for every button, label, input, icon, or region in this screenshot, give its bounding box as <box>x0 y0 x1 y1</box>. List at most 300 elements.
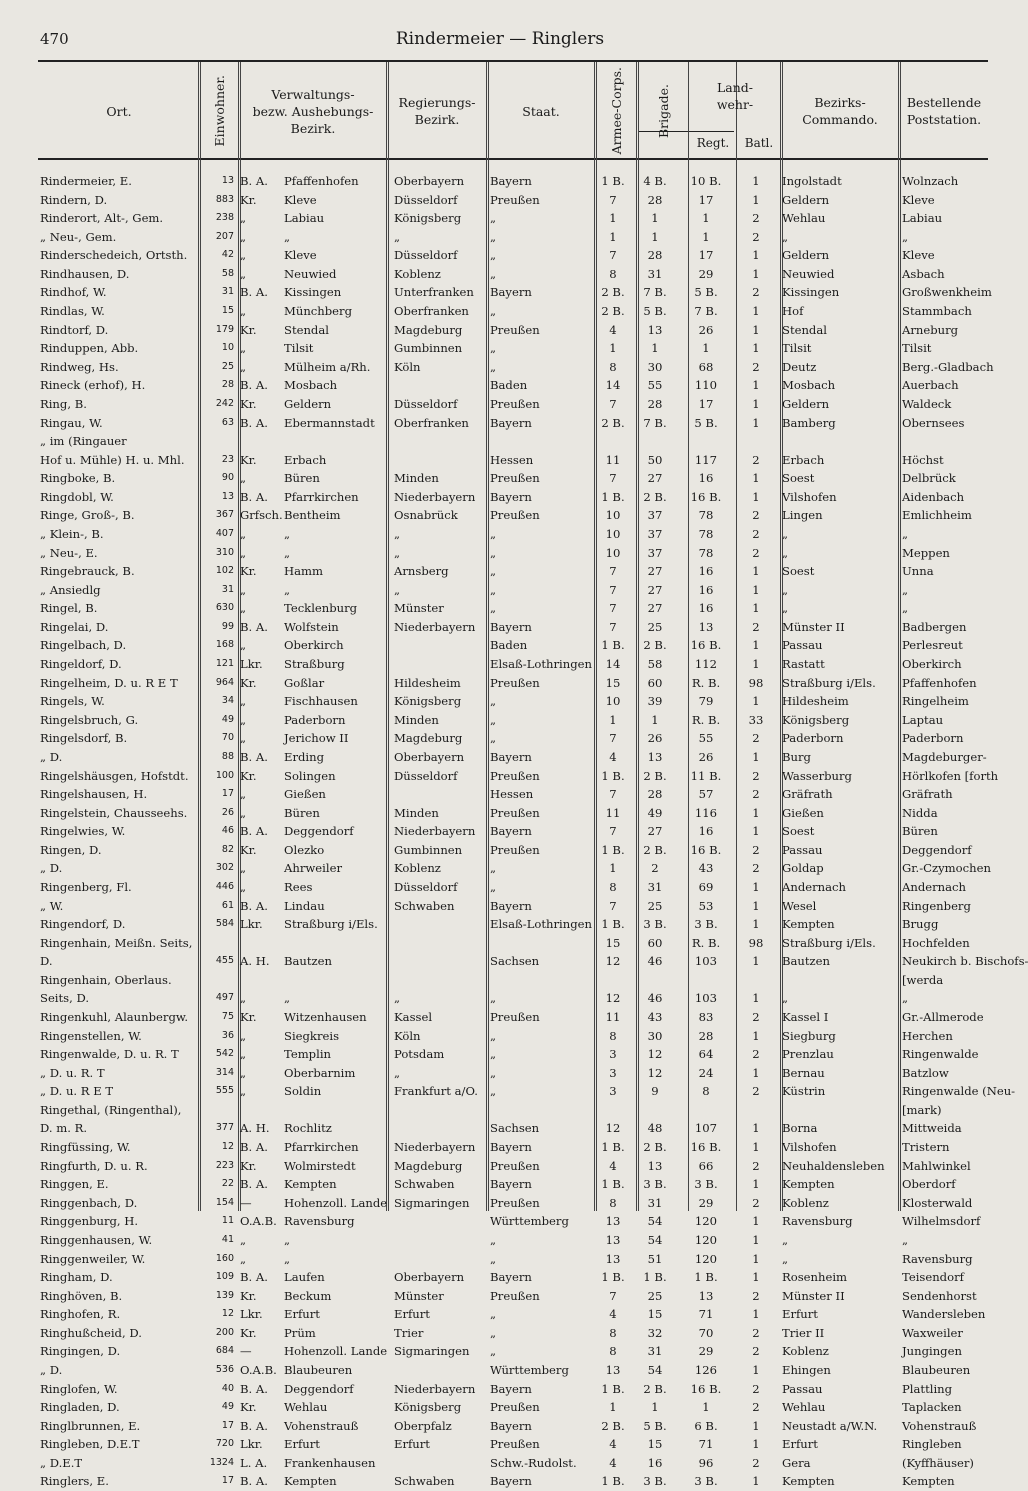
cell-poststation: Andernach <box>902 879 967 894</box>
cell-armee-corps: 1 B. <box>601 1474 625 1489</box>
cell-einwohner: 536 <box>215 1364 234 1375</box>
cell-poststation: Wolnzach <box>902 174 959 188</box>
cell-armee-corps: 14 <box>605 378 621 393</box>
cell-brigade: 37 <box>647 508 663 523</box>
cell-bezirks-commando: Wasserburg <box>782 768 852 783</box>
header-bezirks-commando: Bezirks- Commando. <box>802 95 878 127</box>
cell-bezirk: Paderborn <box>284 712 346 727</box>
cell-batl: 1 <box>752 1232 760 1247</box>
table-row <box>38 915 988 934</box>
cell-bezirks-commando: Wesel <box>782 898 817 913</box>
cell-batl: 2 <box>752 787 760 802</box>
cell-armee-corps: 7 <box>609 824 617 839</box>
cell-bezirk: Geldern <box>284 396 332 411</box>
cell-staat: Württemberg <box>490 1214 569 1229</box>
cell-einwohner: 377 <box>215 1122 234 1134</box>
cell-regt: 16 B. <box>690 1381 722 1396</box>
cell-aushebung: „ <box>240 582 247 597</box>
cell-bezirk: Ahrweiler <box>284 861 342 876</box>
cell-poststation: „ <box>902 582 909 597</box>
cell-brigade: 1 <box>651 211 659 226</box>
cell-ort: Ringenhain, Oberlaus. <box>40 972 172 987</box>
cell-regierung: Köln <box>394 359 421 374</box>
cell-regt: 83 <box>698 1010 714 1025</box>
cell-staat: Preußen <box>490 1400 540 1415</box>
cell-staat: Württemberg <box>490 1363 569 1377</box>
cell-brigade: 60 <box>647 675 663 690</box>
cell-regt: 103 <box>694 954 718 969</box>
cell-einwohner: 200 <box>215 1326 234 1338</box>
cell-regt: 120 <box>694 1214 718 1229</box>
running-title: Rindermeier — Ringlers <box>395 29 605 49</box>
cell-regt: 103 <box>694 991 718 1006</box>
table-row <box>38 729 988 748</box>
cell-aushebung: „ <box>240 694 247 709</box>
cell-ort: Rineck (erhof), H. <box>40 378 146 393</box>
cell-ort: Ringgenhausen, W. <box>40 1232 153 1247</box>
cell-bezirks-commando: Neuhaldensleben <box>782 1158 885 1173</box>
table-row <box>38 767 999 786</box>
cell-regt: 79 <box>698 694 714 709</box>
cell-batl: 1 <box>752 749 760 764</box>
cell-poststation: Gr.-Allmerode <box>902 1010 984 1025</box>
cell-regt: 55 <box>698 731 714 746</box>
cell-aushebung: Kr. <box>240 1325 257 1340</box>
cell-bezirks-commando: „ <box>782 601 789 616</box>
cell-bezirk: Olezko <box>284 842 325 857</box>
cell-bezirk: Büren <box>284 471 320 486</box>
cell-aushebung: „ <box>240 712 247 727</box>
cell-brigade: 51 <box>647 1251 663 1266</box>
cell-bezirk: Hohenzoll. Lande <box>284 1195 388 1210</box>
cell-poststation: Taplacken <box>902 1400 962 1415</box>
cell-armee-corps: 15 <box>605 935 621 950</box>
cell-staat: Preußen <box>490 322 540 337</box>
cell-poststation: Brugg <box>902 917 939 932</box>
cell-poststation: Mittweida <box>902 1121 962 1136</box>
cell-poststation: Gräfrath <box>902 787 953 802</box>
cell-bezirk: Labiau <box>284 211 325 226</box>
cell-einwohner: 90 <box>221 472 234 484</box>
cell-brigade: 46 <box>647 991 663 1006</box>
cell-batl: 1 <box>752 304 760 319</box>
cell-batl: 2 <box>752 768 760 783</box>
cell-brigade: 15 <box>647 1307 663 1322</box>
cell-batl: 1 <box>752 898 760 913</box>
cell-armee-corps: 1 B. <box>601 638 625 653</box>
cell-regt: 3 B. <box>694 1474 718 1489</box>
cell-staat: Bayern <box>490 898 532 913</box>
cell-bezirk: Bentheim <box>284 508 341 523</box>
cell-batl: 2 <box>752 1010 760 1025</box>
cell-bezirks-commando: Ingolstadt <box>782 174 842 188</box>
cell-regt: 96 <box>698 1455 714 1470</box>
cell-ort: „ im (Ringauer <box>40 434 127 449</box>
cell-regierung: Niederbayern <box>394 824 476 839</box>
cell-ort: Ringelsbruch, G. <box>40 712 139 727</box>
cell-einwohner: 160 <box>215 1252 234 1264</box>
cell-brigade: 1 <box>651 229 659 244</box>
cell-armee-corps: 4 <box>609 1158 617 1173</box>
cell-bezirk: Lindau <box>284 898 325 913</box>
table-row <box>38 1157 988 1176</box>
cell-bezirks-commando: Trier II <box>782 1325 825 1340</box>
cell-brigade: 37 <box>647 526 663 541</box>
cell-bezirks-commando: Paderborn <box>782 731 844 746</box>
cell-batl: 1 <box>752 582 760 597</box>
cell-regt: 16 B. <box>690 489 722 504</box>
cell-ort: Ringhofen, R. <box>40 1307 121 1322</box>
cell-poststation: „ <box>902 601 909 616</box>
cell-armee-corps: 8 <box>609 359 617 374</box>
cell-batl: 1 <box>752 192 760 207</box>
cell-poststation: (Kyffhäuser) <box>902 1455 974 1470</box>
cell-ort: Ringfurth, D. u. R. <box>40 1158 148 1173</box>
cell-bezirk: Kempten <box>284 1474 337 1489</box>
cell-armee-corps: 1 B. <box>601 1177 625 1192</box>
cell-ort: Ringelsdorf, B. <box>40 731 128 746</box>
cell-regt: 1 <box>702 341 710 356</box>
cell-aushebung: O.A.B. <box>240 1363 277 1377</box>
cell-armee-corps: 1 <box>609 211 617 226</box>
cell-ort: Ringelheim, D. u. R E T <box>40 675 178 690</box>
cell-aushebung: B. A. <box>240 619 268 634</box>
cell-batl: 1 <box>752 248 760 263</box>
cell-staat: Schw.-Rudolst. <box>490 1455 577 1470</box>
cell-ort: Ringhußcheid, D. <box>40 1325 142 1340</box>
cell-armee-corps: 2 B. <box>601 304 625 319</box>
table-row <box>38 841 988 860</box>
cell-ort: Ringelbach, D. <box>40 638 127 653</box>
cell-poststation: Oberdorf <box>902 1177 956 1192</box>
cell-poststation: Kempten <box>902 1474 955 1489</box>
table-row <box>38 432 988 451</box>
cell-brigade: 3 B. <box>643 1177 667 1192</box>
cell-brigade: 28 <box>647 248 663 263</box>
cell-ort: Ringfüssing, W. <box>40 1140 131 1155</box>
cell-staat: „ <box>490 1251 497 1266</box>
cell-einwohner: 720 <box>215 1438 234 1450</box>
cell-einwohner: 1324 <box>209 1456 234 1468</box>
cell-batl: 1 <box>752 601 760 616</box>
cell-staat: Elsaß-Lothringen <box>490 657 592 672</box>
cell-aushebung: „ <box>240 1028 247 1043</box>
cell-einwohner: 61 <box>221 899 234 911</box>
cell-poststation: [mark) <box>902 1102 942 1117</box>
cell-regierung: Arnsberg <box>394 564 449 579</box>
cell-brigade: 13 <box>647 749 663 764</box>
table-row <box>38 599 988 618</box>
cell-ort: Ringgenburg, H. <box>40 1214 139 1229</box>
cell-batl: 1 <box>752 322 760 337</box>
cell-regt: 28 <box>698 1028 714 1043</box>
cell-aushebung: „ <box>240 787 247 802</box>
cell-bezirk: Kleve <box>284 248 317 263</box>
cell-bezirks-commando: Ehingen <box>782 1363 831 1377</box>
table-row <box>38 1435 988 1454</box>
cell-batl: 1 <box>752 1363 760 1377</box>
cell-bezirk: Ravensburg <box>284 1214 355 1229</box>
cell-ort: Ringebrauck, B. <box>40 564 135 579</box>
cell-staat: „ <box>490 229 497 244</box>
cell-bezirk: Deggendorf <box>284 1381 354 1396</box>
cell-regt: 17 <box>698 192 714 207</box>
cell-bezirk: Mosbach <box>284 378 338 393</box>
cell-brigade: 28 <box>647 787 663 802</box>
cell-einwohner: 238 <box>215 212 234 224</box>
cell-bezirks-commando: „ <box>782 229 789 244</box>
cell-aushebung: B. A. <box>240 1381 268 1396</box>
cell-batl: 1 <box>752 694 760 709</box>
cell-aushebung: „ <box>240 341 247 356</box>
cell-bezirks-commando: Münster II <box>782 619 845 634</box>
cell-regt: 5 B. <box>694 285 718 300</box>
cell-einwohner: 310 <box>215 546 234 558</box>
cell-poststation: Auerbach <box>902 378 959 393</box>
cell-regierung: Magdeburg <box>394 731 463 746</box>
cell-armee-corps: 1 B. <box>601 1381 625 1396</box>
cell-brigade: 13 <box>647 1158 663 1173</box>
cell-armee-corps: 10 <box>605 508 621 523</box>
cell-staat: „ <box>490 1065 497 1080</box>
cell-bezirk: Solingen <box>284 768 336 783</box>
cell-ort: Ringels, W. <box>40 694 105 709</box>
cell-staat: Sachsen <box>490 1121 540 1136</box>
cell-armee-corps: 10 <box>605 694 621 709</box>
cell-ort: Ringelshäusgen, Hofstdt. <box>40 768 189 783</box>
cell-staat: „ <box>490 991 497 1006</box>
cell-bezirks-commando: Geldern <box>782 248 830 263</box>
cell-brigade: 5 B. <box>643 1418 667 1433</box>
cell-aushebung: Kr. <box>240 564 257 579</box>
cell-staat: „ <box>490 1344 497 1359</box>
cell-staat: Elsaß-Lothringen <box>490 917 592 932</box>
cell-bezirks-commando: Rosenheim <box>782 1270 848 1285</box>
cell-bezirk: Erding <box>284 749 325 764</box>
cell-batl: 1 <box>752 489 760 504</box>
cell-bezirks-commando: Burg <box>782 749 811 764</box>
cell-poststation: Jungingen <box>902 1344 962 1359</box>
cell-poststation: Obernsees <box>902 415 965 430</box>
cell-bezirk: Kissingen <box>284 285 342 300</box>
cell-bezirks-commando: Passau <box>782 1381 823 1396</box>
cell-regierung: „ <box>394 229 401 244</box>
cell-armee-corps: 1 <box>609 712 617 727</box>
cell-brigade: 27 <box>647 601 663 616</box>
cell-einwohner: 88 <box>221 750 234 762</box>
cell-poststation: Hochfelden <box>902 935 970 950</box>
cell-poststation: Nidda <box>902 805 938 820</box>
cell-bezirks-commando: Deutz <box>782 359 817 374</box>
cell-armee-corps: 7 <box>609 601 617 616</box>
cell-bezirk: Prüm <box>284 1325 316 1340</box>
cell-ort: Ringau, W. <box>40 415 103 430</box>
cell-einwohner: 22 <box>221 1178 234 1190</box>
table-row <box>38 414 988 433</box>
cell-bezirk: „ <box>284 545 291 560</box>
cell-regt: 126 <box>694 1363 718 1377</box>
cell-staat: „ <box>490 526 497 541</box>
table-row <box>38 952 1028 971</box>
cell-bezirk: Mülheim a/Rh. <box>284 359 371 374</box>
cell-aushebung: Kr. <box>240 322 257 337</box>
header-regt: Regt. <box>696 136 730 150</box>
cell-regt: 57 <box>698 787 714 802</box>
cell-bezirks-commando: Passau <box>782 842 823 857</box>
table-row <box>38 209 988 228</box>
cell-poststation: „ <box>902 229 909 244</box>
cell-aushebung: Kr. <box>240 1010 257 1025</box>
cell-poststation: Paderborn <box>902 731 964 746</box>
cell-regt: 3 B. <box>694 1177 718 1192</box>
cell-regt: 26 <box>698 749 714 764</box>
cell-bezirk: Beckum <box>284 1288 332 1303</box>
cell-regt: 117 <box>694 452 718 467</box>
table-row <box>38 822 988 841</box>
cell-einwohner: 168 <box>215 639 234 651</box>
cell-brigade: 54 <box>647 1214 663 1229</box>
cell-regierung: Oberbayern <box>394 1270 465 1285</box>
cell-regt: 70 <box>698 1325 714 1340</box>
cell-poststation: Klosterwald <box>902 1195 973 1210</box>
cell-poststation: Arneburg <box>902 322 959 337</box>
cell-bezirks-commando: Münster II <box>782 1288 845 1303</box>
cell-staat: Preußen <box>490 768 540 783</box>
cell-armee-corps: 8 <box>609 879 617 894</box>
cell-einwohner: 154 <box>215 1196 234 1208</box>
cell-regierung: Sigmaringen <box>394 1344 470 1359</box>
cell-regierung: Köln <box>394 1028 421 1043</box>
cell-brigade: 2 B. <box>643 1381 667 1396</box>
cell-regt: 1 <box>702 1400 710 1415</box>
cell-regierung: Düsseldorf <box>394 192 458 207</box>
cell-armee-corps: 2 B. <box>601 1418 625 1433</box>
cell-bezirks-commando: „ <box>782 526 789 541</box>
cell-einwohner: 41 <box>221 1233 234 1245</box>
cell-aushebung: B. A. <box>240 378 268 393</box>
cell-staat: Baden <box>490 638 528 653</box>
cell-armee-corps: 12 <box>605 991 621 1006</box>
cell-poststation: Teisendorf <box>902 1270 964 1285</box>
cell-bezirks-commando: Hof <box>782 304 804 319</box>
table-row <box>38 1380 988 1399</box>
cell-bezirks-commando: Prenzlau <box>782 1047 834 1062</box>
table-row <box>38 1342 988 1361</box>
cell-regierung: Hildesheim <box>394 675 461 690</box>
cell-brigade: 46 <box>647 954 663 969</box>
cell-regierung: Königsberg <box>394 694 462 709</box>
cell-ort: Ringel, B. <box>40 601 98 616</box>
cell-regt: 24 <box>698 1065 714 1080</box>
cell-bezirk: Templin <box>284 1047 331 1062</box>
cell-armee-corps: 1 B. <box>601 842 625 857</box>
cell-brigade: 16 <box>647 1455 663 1470</box>
cell-regt: 16 <box>698 582 714 597</box>
cell-bezirk: Kempten <box>284 1177 337 1192</box>
cell-einwohner: 584 <box>215 918 234 930</box>
cell-staat: Bayern <box>490 415 532 430</box>
cell-bezirk: „ <box>284 1232 291 1247</box>
cell-einwohner: 684 <box>215 1345 234 1357</box>
cell-poststation: Höchst <box>902 452 944 467</box>
cell-regt: 3 B. <box>694 917 718 932</box>
cell-batl: 1 <box>752 805 760 820</box>
table-body <box>38 172 1028 1491</box>
cell-ort: „ D.E.T <box>40 1455 83 1470</box>
cell-brigade: 32 <box>647 1325 663 1340</box>
table-row <box>38 506 988 525</box>
cell-bezirks-commando: Bautzen <box>782 954 830 969</box>
cell-ort: Ringelshausen, H. <box>40 787 148 802</box>
cell-bezirk: Wehlau <box>284 1400 328 1415</box>
cell-armee-corps: 7 <box>609 192 617 207</box>
cell-regierung: Gumbinnen <box>394 842 463 857</box>
cell-regt: 78 <box>698 508 714 523</box>
cell-poststation: Kleve <box>902 192 935 207</box>
cell-bezirk: Goßlar <box>284 675 325 690</box>
cell-regierung: Schwaben <box>394 1474 455 1489</box>
cell-armee-corps: 8 <box>609 266 617 281</box>
cell-bezirk: Siegkreis <box>284 1028 340 1043</box>
cell-einwohner: 75 <box>221 1011 234 1023</box>
cell-regt: 71 <box>698 1307 714 1322</box>
cell-einwohner: 42 <box>221 249 234 261</box>
cell-staat: „ <box>490 1084 497 1099</box>
cell-staat: Preußen <box>490 471 540 486</box>
cell-bezirks-commando: „ <box>782 582 789 597</box>
cell-staat: „ <box>490 582 497 597</box>
cell-batl: 1 <box>752 1437 760 1452</box>
cell-bezirk: Kleve <box>284 192 317 207</box>
cell-bezirk: Tecklenburg <box>284 601 358 616</box>
cell-regt: 6 B. <box>694 1418 718 1433</box>
cell-armee-corps: 15 <box>605 675 621 690</box>
cell-regierung: Oberfranken <box>394 304 469 319</box>
cell-armee-corps: 7 <box>609 619 617 634</box>
cell-regierung: Minden <box>394 805 439 820</box>
cell-bezirk: Straßburg i/Els. <box>284 917 378 932</box>
cell-einwohner: 70 <box>221 732 234 744</box>
cell-regierung: „ <box>394 545 401 560</box>
cell-staat: Bayern <box>490 1418 532 1433</box>
cell-regt: 78 <box>698 526 714 541</box>
cell-aushebung: B. A. <box>240 174 268 188</box>
cell-regierung: Potsdam <box>394 1047 445 1062</box>
cell-regierung: Düsseldorf <box>394 248 458 263</box>
cell-bezirks-commando: Straßburg i/Els. <box>782 935 876 950</box>
cell-regierung: Sigmaringen <box>394 1195 470 1210</box>
table-row <box>38 1194 988 1213</box>
cell-poststation: Perlesreut <box>902 638 963 653</box>
cell-bezirks-commando: Neustadt a/W.N. <box>782 1418 878 1433</box>
cell-armee-corps: 2 B. <box>601 415 625 430</box>
cell-brigade: 26 <box>647 731 663 746</box>
cell-einwohner: 883 <box>215 193 234 205</box>
cell-staat: Bayern <box>490 1177 532 1192</box>
cell-regt: 71 <box>698 1437 714 1452</box>
cell-brigade: 31 <box>647 266 663 281</box>
cell-ort: Ringladen, D. <box>40 1400 120 1415</box>
table-row <box>38 358 994 377</box>
cell-ort: Ringelwies, W. <box>40 824 126 839</box>
cell-regt: R. B. <box>691 675 721 690</box>
cell-bezirk: Stendal <box>284 322 329 337</box>
cell-bezirk: Rochlitz <box>284 1121 332 1136</box>
cell-aushebung: „ <box>240 805 247 820</box>
cell-regierung: Schwaben <box>394 898 455 913</box>
table-row <box>38 228 988 247</box>
cell-bezirk: Ebermannstadt <box>284 415 375 430</box>
